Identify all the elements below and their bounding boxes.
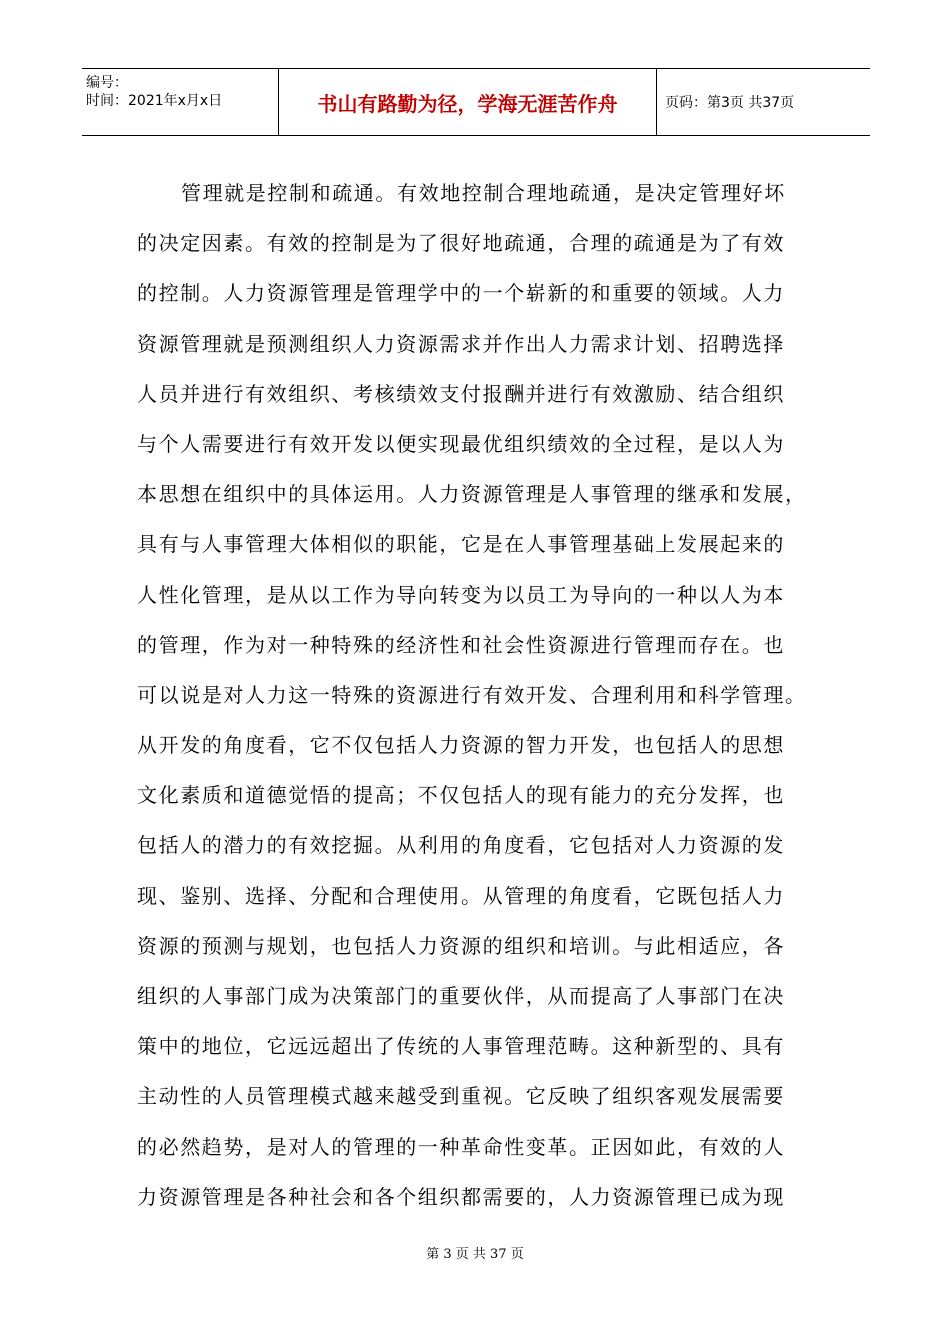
paragraph-line: 策中的地位，它远远超出了传统的人事管理范畴。这种新型的、具有 [137,1034,785,1059]
document-body [137,168,807,1222]
paragraph-line: 资源的预测与规划，也包括人力资源的组织和培训。与此相适应，各 [137,933,785,958]
paragraph-line: 人员并进行有效组织、考核绩效支付报酬并进行有效激励、结合组织 [137,381,785,406]
paragraph-line: 从开发的角度看，它不仅包括人力资源的智力开发，也包括人的思想 [137,733,785,758]
document-date-label: 时间：2021年x月x日 [86,93,223,109]
header-motto: 书山有路勤为径，学海无涯苦作舟 [317,91,618,116]
paragraph-line: 管理就是控制和疏通。有效地控制合理地疏通，是决定管理好坏 [181,181,786,205]
paragraph-line: 的管理，作为对一种特殊的经济性和社会性资源进行管理而存在。也 [137,632,785,657]
paragraph-line: 资源管理就是预测组织人力资源需求并作出人力需求计划、招聘选择 [137,331,785,356]
paragraph-line: 的必然趋势，是对人的管理的一种革命性变革。正因如此，有效的人 [137,1134,785,1159]
paragraph-line: 与个人需要进行有效开发以便实现最优组织绩效的全过程，是以人为 [137,431,785,456]
footer-page-number: 第 3 页 共 37 页 [426,1247,524,1262]
paragraph-line: 具有与人事管理大体相似的职能，它是在人事管理基础上发展起来的 [137,532,785,557]
page-footer [0,1243,950,1262]
paragraph-line: 现、鉴别、选择、分配和合理使用。从管理的角度看，它既包括人力 [137,883,785,908]
paragraph-line: 可以说是对人力这一特殊的资源进行有效开发、合理利用和科学管理。 [137,682,807,707]
header-motto-cell [279,69,657,135]
header-page-info: 页码：第3页 共37页 [665,95,795,111]
header-page-info-cell [657,69,870,135]
paragraph-line: 力资源管理是各种社会和各个组织都需要的，人力资源管理已成为现 [137,1184,785,1209]
document-number-label: 编号： [86,75,128,91]
header-meta [82,69,279,135]
paragraph-line: 的决定因素。有效的控制是为了很好地疏通，合理的疏通是为了有效 [137,231,785,256]
paragraph-line: 主动性的人员管理模式越来越受到重视。它反映了组织客观发展需要 [137,1084,785,1109]
page-header [82,68,870,136]
paragraph-line: 本思想在组织中的具体运用。人力资源管理是人事管理的继承和发展， [137,482,807,507]
paragraph-line: 组织的人事部门成为决策部门的重要伙伴，从而提高了人事部门在决 [137,984,785,1008]
paragraph-line: 文化素质和道德觉悟的提高；不仅包括人的现有能力的充分发挥，也 [137,783,785,808]
paragraph-line: 人性化管理，是从以工作为导向转变为以员工为导向的一种以人为本 [137,582,785,607]
paragraph-line: 的控制。人力资源管理是管理学中的一个崭新的和重要的领域。人力 [137,281,785,306]
paragraph-line: 包括人的潜力的有效挖掘。从利用的角度看，它包括对人力资源的发 [137,833,785,858]
